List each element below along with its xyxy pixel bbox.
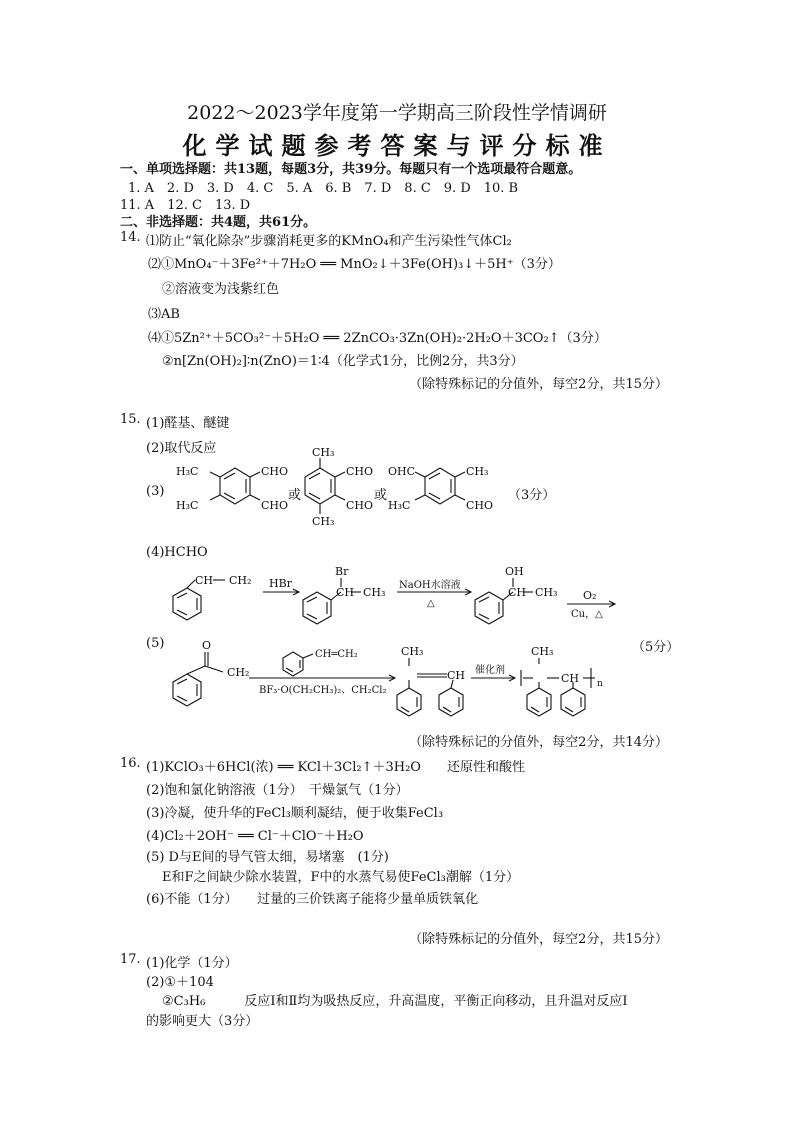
q15-score: （除特殊标记的分值外，每空2分，共14分） — [409, 735, 668, 750]
label-hbr: HBr — [269, 577, 292, 590]
q16-a5: (5) D与E间的导气管太细，易堵塞 (1分) — [146, 850, 389, 865]
q17-number: 17. — [120, 952, 141, 967]
q15-a5-points: （5分） — [632, 640, 680, 655]
q15-a1: (1)醛基、醚键 — [146, 416, 230, 431]
label-ch3: CH₃ — [466, 465, 489, 478]
q16-a2: (2)饱和氯化钠溶液（1分） 干燥氯气（1分） — [146, 783, 409, 798]
q17-a1: (1)化学（1分） — [146, 956, 238, 971]
label-cho: CHO — [346, 499, 374, 512]
q16-score: （除特殊标记的分值外，每空2分，共15分） — [409, 932, 668, 947]
q15-number: 15. — [120, 412, 141, 427]
q17-a2: (2)①＋104 — [146, 975, 214, 990]
mc-answers-2: 11. A 12. C 13. D — [120, 198, 251, 213]
q14-a5: ⑷①5Zn²⁺＋5CO₃²⁻＋5H₂O ══ 2ZnCO₃·3Zn(OH)₂·2H₂O＋3CO₂↑（3分） — [148, 331, 607, 346]
label-ch3: CH₃ — [363, 586, 386, 599]
label-cu: Cu，△ — [571, 609, 603, 620]
label-ch: CH — [195, 574, 214, 587]
q17-a4: 的影响更大（3分） — [146, 1014, 259, 1029]
label-br: Br — [335, 565, 349, 578]
label-bf3: BF₃·O(CH₂CH₃)₂、CH₂Cl₂ — [259, 685, 387, 696]
label-ohc: OHC — [388, 465, 416, 478]
label-ch: CH — [447, 669, 466, 682]
q14-a1: ⑴防止“氧化除杂”步骤消耗更多的KMnO₄和产生污染性气体Cl₂ — [146, 234, 512, 249]
q16-a4: (4)Cl₂＋2OH⁻ ══ Cl⁻＋ClO⁻＋H₂O — [146, 829, 364, 844]
label-delta: △ — [427, 598, 435, 609]
label-chch2: CH═CH₂ — [315, 649, 358, 660]
q14-score: （除特殊标记的分值外，每空2分，共15分） — [409, 377, 668, 392]
label-h3c: H₃C — [388, 499, 411, 512]
q16-a7: (6)不能（1分） 过量的三价铁离子能将少量单质铁氧化 — [146, 892, 479, 907]
label-cho: CHO — [466, 499, 494, 512]
label-ch2: CH₂ — [227, 666, 250, 679]
mc-answers-1: 1. A 2. D 3. D 4. C 5. A 6. B 7. D 8. C 9. D 10. B — [128, 181, 519, 196]
label-ch2: CH₂ — [229, 574, 252, 587]
q15-a3-label: (3) — [146, 484, 165, 499]
q15-or-1: 或 — [288, 488, 302, 503]
label-ch: CH — [561, 672, 580, 685]
label-cho: CHO — [261, 465, 289, 478]
q14-a3: ②溶液变为浅紫红色 — [162, 282, 280, 297]
q16-a1: (1)KClO₃＋6HCl(浓) ══ KCl＋3Cl₂↑＋3H₂O 还原性和酸性 — [146, 760, 525, 775]
label-ch3: CH₃ — [535, 586, 558, 599]
q15-structures-3 — [150, 448, 510, 528]
label-o2: O₂ — [583, 589, 597, 602]
q16-number: 16. — [120, 756, 141, 771]
label-cho: CHO — [346, 465, 374, 478]
section-2-heading: 二、非选择题：共4题，共61分。 — [120, 215, 317, 230]
label-ch3: CH₃ — [401, 645, 424, 658]
label-h3c: H₃C — [176, 499, 199, 512]
label-naoh: NaOH水溶液 — [399, 580, 461, 591]
q14-a2: ⑵①MnO₄⁻＋3Fe²⁺＋7H₂O ══ MnO₂↓＋3Fe(OH)₃↓＋5H⁺（3分） — [148, 257, 561, 272]
q16-a6: E和F之间缺少除水装置，F中的水蒸气易使FeCl₃潮解（1分） — [162, 870, 520, 885]
q15-a3-points: （3分） — [508, 488, 556, 503]
q14-a4: ⑶AB — [148, 307, 180, 322]
label-n: n — [597, 679, 603, 689]
label-ch3: CH₃ — [531, 645, 554, 658]
label-cat: 催化剂 — [475, 665, 505, 676]
q14-number: 14. — [120, 230, 141, 245]
section-1-heading: 一、单项选择题：共13题，每题3分，共39分。每题只有一个选项最符合题意。 — [120, 162, 582, 177]
label-h3c: H₃C — [176, 465, 199, 478]
q15-synthesis-route — [165, 562, 635, 730]
q15-a4: (4)HCHO — [146, 545, 208, 560]
q14-a6: ②n[Zn(OH)₂]∶n(ZnO)＝1∶4（化学式1分，比例2分，共3分） — [162, 354, 524, 369]
q15-or-2: 或 — [374, 488, 388, 503]
label-ch: CH — [508, 586, 527, 599]
q15-a5-label: (5) — [146, 636, 165, 651]
label-oh: OH — [505, 565, 524, 578]
page-title: 2022～2023学年度第一学期高三阶段性学情调研 — [187, 102, 607, 124]
label-ch3: CH₃ — [312, 448, 335, 459]
page-subtitle: 化学试题参考答案与评分标准 — [182, 131, 612, 160]
q15-a2: (2)取代反应 — [146, 441, 217, 456]
q16-a3: (3)冷凝，使升华的FeCl₃顺利凝结，便于收集FeCl₃ — [146, 806, 444, 821]
label-ch: CH — [336, 586, 355, 599]
label-cho: CHO — [261, 499, 289, 512]
label-o: O — [202, 639, 212, 652]
label-ch3: CH₃ — [312, 515, 335, 528]
q17-a3: ②C₃H₆ 反应Ⅰ和Ⅱ均为吸热反应，升高温度，平衡正向移动，且升温对反应Ⅰ — [162, 994, 628, 1009]
